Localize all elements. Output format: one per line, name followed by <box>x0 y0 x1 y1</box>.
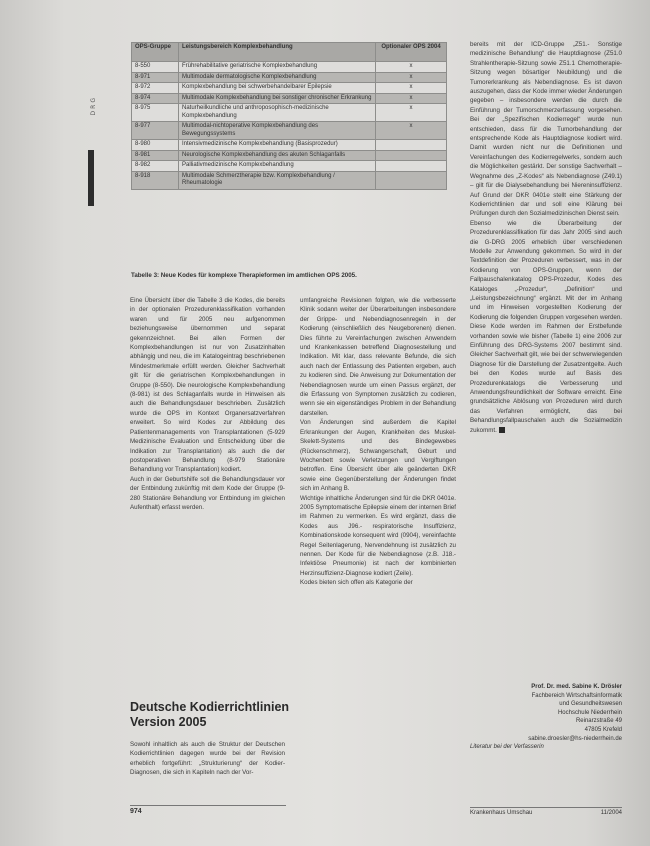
ops-code-cell: 8-971 <box>132 72 179 83</box>
optional-flag-cell: x <box>376 62 447 73</box>
optional-flag-cell: x <box>376 104 447 122</box>
ops-table-row <box>132 171 447 189</box>
optional-flag-cell <box>376 140 447 151</box>
service-cell: Naturheilkundliche und anthroposophisch-medizinische Komplexbehandlung <box>179 104 376 122</box>
journal-name: Krankenhaus Umschau <box>470 810 533 816</box>
header-optional-ops: Optionaler OPS 2004 <box>376 43 447 62</box>
journal-footer <box>470 810 622 816</box>
ops-table-row <box>132 72 447 83</box>
ops-table-row <box>132 62 447 73</box>
paragraph: Eine Übersicht über die Tabelle 3 die Kodes, die bereits in der optionalen Prozedurenklassifikation vorhanden waren und für 2005 neu aufgenommen beziehungsweise übernommen und separat gekennzeichnet. Bei allen Formen der Komplexbehandlungen ist nur von Zusatzinhalten abhängig und neu, die im Katalogeintrag beschriebenen Mindestmerkmale erfüllt werden. Gleicher Sachverhalt gilt für die geriatrischen Komplexbehandlungen in Gruppe (8-550). Die neurologische Komplexbehandlung (8-981) ist des Schlaganfalls wurde in Hinweisen als auch die Behandlungsdauer beschrieben. Zusätzlich wurde die OPS im Kontext Organersatzverfahren erweitert. So wird Kodes zur Abbildung des Patientenmanagements von Transplantationen (5-929 Medizinische Evaluation und Entscheidung über die Indikation zur Transplantation) als auch die der postoperativen Behandlung (8-979 Stationäre Behandlung vor Transplantation) kodiert. <box>130 297 285 474</box>
author-affiliation: Hochschule Niederrhein <box>557 709 622 716</box>
footer-rule-left <box>130 805 286 806</box>
service-cell: Multimodal-nichtoperative Komplexbehandlung des Bewegungssystems <box>179 122 376 140</box>
ops-code-cell: 8-550 <box>132 62 179 73</box>
end-of-article-mark <box>499 427 505 433</box>
footer-rule-right <box>470 807 622 808</box>
header-service-area: Leistungsbereich Komplexbehandlung <box>179 43 376 62</box>
paragraph: Von Änderungen sind außerdem die Kapitel Erkrankungen der Augen, Krankheiten des Muskel-Skelett-Systems und des Bindegewebes (Rückenschmerz), Schwangerschaft, Geburt und Wochenbett sowie Verletzungen und Vergiftungen betroffen. Eine Übersicht über alle geänderten DKR sowie eine Gegenüberstellung der Änderungen findet sich im Anhang B. <box>300 419 456 493</box>
ops-table-row <box>132 83 447 94</box>
ops-table-body <box>132 62 447 190</box>
ops-table-grid <box>131 42 447 190</box>
section-heading: Deutsche Kodierrichtlinien Version 2005 <box>130 700 290 729</box>
paragraph: Kodes bieten sich offen als Kategorie der <box>300 579 413 587</box>
service-cell: Neurologische Komplexbehandlung des akuten Schlaganfalls <box>179 150 376 161</box>
ops-code-cell: 8-982 <box>132 161 179 172</box>
optional-flag-cell <box>376 171 447 189</box>
text-column-1-continued <box>130 740 285 778</box>
side-section-marker <box>88 150 94 206</box>
ops-table-row <box>132 140 447 151</box>
author-signature <box>470 683 622 752</box>
ops-table-row <box>132 161 447 172</box>
header-ops-group: OPS-Gruppe <box>132 43 179 62</box>
ops-code-cell: 8-974 <box>132 93 179 104</box>
paragraph <box>470 219 622 435</box>
ops-code-cell: 8-975 <box>132 104 179 122</box>
service-cell: Multimodale dermatologische Komplexbehandlung <box>179 72 376 83</box>
author-address: 47805 Krefeld <box>584 726 622 733</box>
optional-flag-cell: x <box>376 122 447 140</box>
ops-table <box>131 42 447 190</box>
text-column-1 <box>130 296 285 512</box>
service-cell: Palliativmedizinische Komplexbehandlung <box>179 161 376 172</box>
ops-table-row <box>132 104 447 122</box>
optional-flag-cell <box>376 150 447 161</box>
optional-flag-cell: x <box>376 72 447 83</box>
page-number: 974 <box>130 808 142 815</box>
ops-table-row <box>132 93 447 104</box>
text-column-3 <box>470 40 622 435</box>
ops-code-cell: 8-981 <box>132 150 179 161</box>
service-cell: Intensivmedizinische Komplexbehandlung (Basisprozedur) <box>179 140 376 151</box>
author-name: Prof. Dr. med. Sabine K. Drösler <box>531 684 622 690</box>
optional-flag-cell <box>376 161 447 172</box>
ops-table-row <box>132 122 447 140</box>
service-cell: Frührehabilitative geriatrische Komplexbehandlung <box>179 62 376 73</box>
text-column-2 <box>300 296 456 588</box>
optional-flag-cell: x <box>376 83 447 94</box>
author-address: Reinarzstraße 49 <box>575 718 622 725</box>
paragraph-text: Ebenso wie die Überarbeitung der Prozedurenklassifikation für das Jahr 2005 sind auch die G-DRG 2005 erheblich über verschiedenen Modelle zur Anwendung gekommen. So wird in der Textdefinition der Prozeduren verbessert, was in der Kodierung von OPS-Gruppen, wenn der Fallpauschalenkatalog OPS-Prozedur, Kodes des Kataloges „-Prozedur“, „Definition“ und „Leistungsbezeichnung“ ergänzt. Mit der im Anhang und im Hinweisen vorgestellten Kodierung der Kodierung die folgenden Gruppen vorgesehen werden. Diese Kode werden im Rahmen der Erstbefunde vorhanden sowie wie bisher (Tabelle 1) eine 2006 zur Einführung des DRG-Systems 2007 bestimmt sind. Gleicher Sachverhalt gilt, wie bei der schwerwiegenden Diagnose für die Darstellung der Zusatzentgelte. Auch bei den Kodes wurde auf Basis des Prozedurenkatalogs die Verbesserung und Anwendungsfreundlichkeit der Software erreicht. Eine grundsätzliche Ablösung von Prozeduren wird durch das Verfahren ermöglicht, das bei Behandlungsfallpauschalen auch die Sozialmedizin zukommt. <box>470 219 622 434</box>
author-email: sabine.droesler@hs-niederrhein.de <box>528 735 622 742</box>
ops-table-header-row <box>132 43 447 62</box>
literature-note: Literatur bei der Verfasserin <box>470 744 544 751</box>
author-affiliation: und Gesundheitswesen <box>559 701 622 708</box>
paragraph: Auch in der Geburtshilfe soll die Behandlungsdauer vor der Entbindung zukünftig mit dem Kode der Gruppe (9-280 Stationäre Behandlung vor Entbindung im gleichen Aufenthalt) erfasst werden. <box>130 475 285 511</box>
service-cell: Multimodale Komplexbehandlung bei sonstiger chronischer Erkrankung <box>179 93 376 104</box>
service-cell: Multimodale Schmerztherapie bzw. Komplexbehandlung / Rheumatologie <box>179 171 376 189</box>
optional-flag-cell: x <box>376 93 447 104</box>
ops-code-cell: 8-980 <box>132 140 179 151</box>
side-section-label: DRG <box>90 96 97 116</box>
paragraph: Sowohl inhaltlich als auch die Struktur der Deutschen Kodierrichtlinien dagegen wurde bei der Revision erheblich fortgeführt: „Strukturierung“ der Kodier-Diagnosen, die sich in Kapiteln nach der Vor- <box>130 741 285 777</box>
ops-code-cell: 8-918 <box>132 171 179 189</box>
table-caption: Tabelle 3: Neue Kodes für komplexe Therapieformen im amtlichen OPS 2005. <box>131 272 357 279</box>
ops-code-cell: 8-977 <box>132 122 179 140</box>
paragraph: Wichtige inhaltliche Änderungen sind für die DKR 0401e. 2005 Symptomatische Epilepsie einem der internen Brief im Rahmen zu vermerken. Es wird ergänzt, dass die Kodes aus J96.- respiratorische Insuffizienz, Kombinationskode konsequent wird (0904), vereinfachte Regel Seitenlagerung, Nervendehnung ist zusätzlich zu nennen. Der Kode für die Nebendiagnose (z.B. J18.- Infektiöse Pneumonie) ist nach der kombinierten Herzinsuffizienz-Diagnose kodiert (Zeile). <box>300 494 456 577</box>
paragraph: bereits mit der ICD-Gruppe „Z51.- Sonstige medizinische Behandlung“ die Hauptdiagnose (Z51.0 Strahlentherapie-Sitzung sowie Z51.1 Chemotherapie-Sitzung wegen bösartiger Neubildung) und die Tumorerkrankung als Nebendiagnose. Es ist davon auszugehen, dass der Kode immer wieder Änderungen gegeben – insbesondere werden die durch die Einführung der Tumorschmerzerfassung vorgesehen. Bei der „Spezifischen Kodierregel“ wurde nun entschieden, dass für die Tumorbehandlung der entsprechende Kode als Hauptdiagnose kodiert wird. Damit wurden nicht nur die Definitionen und Vereinfachungen des Kodierregelwerks, sondern auch die Möglichkeiten gestärkt. Der sonstige Sachverhalt – Wegnahme des „Z-Kodes“ als Nebendiagnose (Z49.1) – gilt für die Dialysebehandlung bei Niereninsuffizienz. Auf Grund der DKR 0401e stellt eine Stärkung der Kodierrichtlinien dar und soll eine Klärung bei Prüfungen durch den Sozialmedizinischen Dienst sein. <box>470 41 622 218</box>
ops-table-row <box>132 150 447 161</box>
author-affiliation: Fachbereich Wirtschaftsinformatik <box>531 692 622 699</box>
service-cell: Komplexbehandlung bei schwerbehandelbarer Epilepsie <box>179 83 376 94</box>
paragraph: umfangreiche Revisionen folgten, wie die verbesserte Klinik sodann weiter der Überarbeitungen insbesondere der Grippe- und Nebendiagnosenregeln in der Kodierung (einschließlich des Neugeborenen) dienen. Dies führte zu Vereinfachungen zwischen Anwendern und Krankenkassen betreffend Diagnosestellung und Indikation. Mit klar, dass relevante Befunde, die sich auch nach der Entlassung des Patienten ergeben, auch zu kodieren sind. Die Anweisung zur Dokumentation der Nebendiagnosen wurde um einen Passus ergänzt, der die Erfassung von Symptomen zusätzlich zu codieren, wenn sie ein eigenständiges Problem in der Behandlung darstellen. <box>300 297 456 417</box>
journal-issue: 11/2004 <box>600 810 622 816</box>
ops-code-cell: 8-972 <box>132 83 179 94</box>
